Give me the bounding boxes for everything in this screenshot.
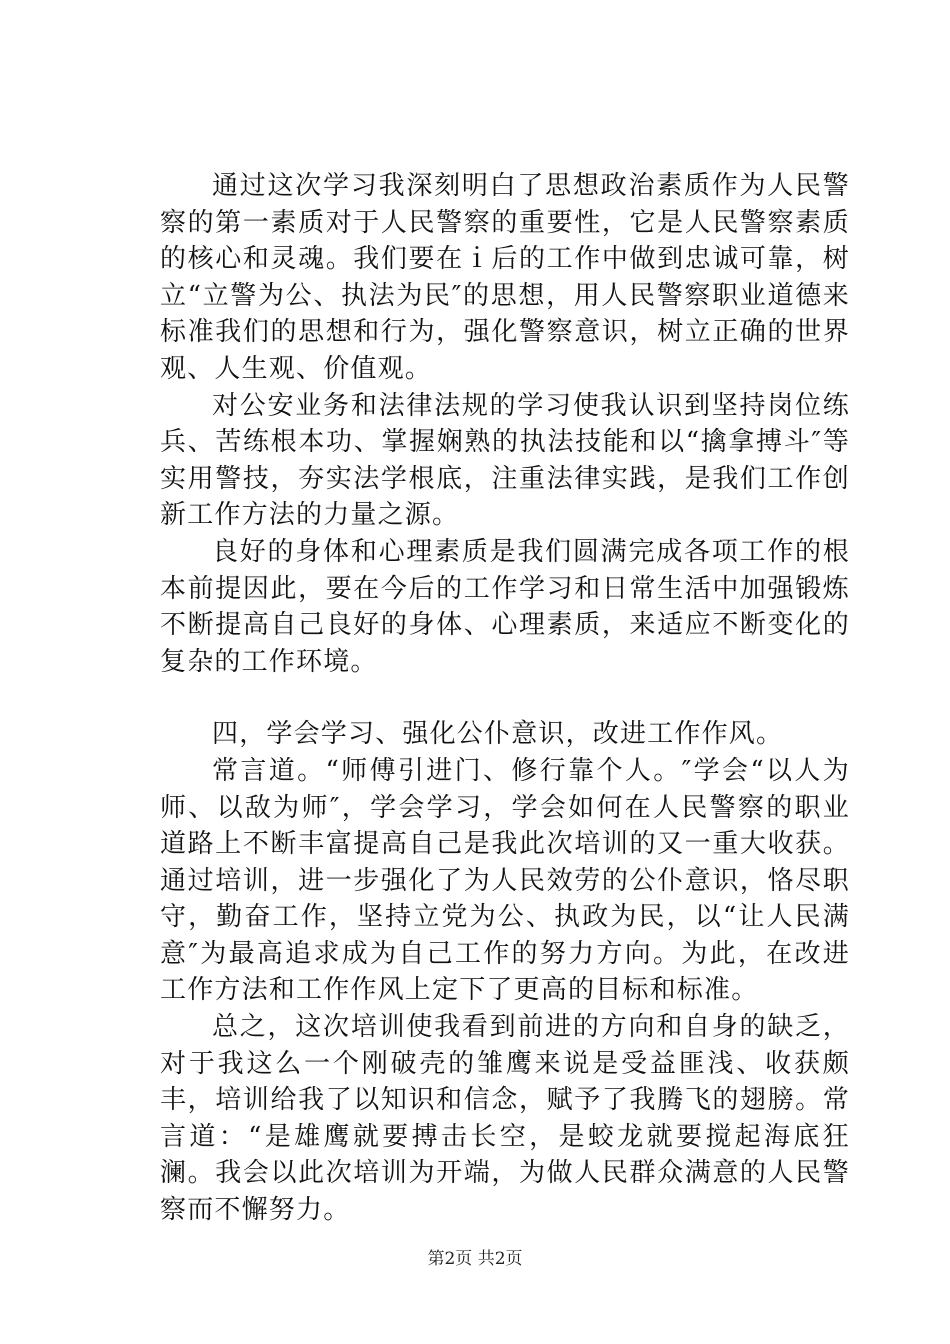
document-body: [160, 168, 850, 1229]
paragraph-physical-quality: 良好的身体和心理素质是我们圆满完成各项工作的根本前提因此，要在今后的工作学习和日常生活中加强锻炼不断提高自己良好的身体、心理素质，来适应不断变化的复杂的工作环境。: [160, 536, 850, 677]
page-number-footer: 第2页 共2页: [427, 1249, 523, 1269]
paragraph-learning: 常言道。“师傅引进门、修行靠个人。″学会“以人为师、以敌为师″，学会学习，学会如何在人民警察的职业道路上不断丰富提高自己是我此次培训的又一重大收获。通过培训，进一步强化了为人民效劳的公仆意识，恪尽职守，勤奋工作，坚持立党为公、执政为民，以“让人民满意″为最高追求成为自己工作的努力方向。为此，在改进工作方法和工作作风上定下了更高的目标和标准。: [160, 755, 850, 1006]
paragraph-political-quality: 通过这次学习我深刻明白了思想政治素质作为人民警察的第一素质对于人民警察的重要性，它是人民警察素质的核心和灵魂。我们要在ｉ后的工作中做到忠诚可靠，树立“立警为公、执法为民″的思想，用人民警察职业道德来标准我们的思想和行为，强化警察意识，树立正确的世界观、人生观、价值观。: [160, 171, 850, 384]
paragraph-law-study: 对公安业务和法律法规的学习使我认识到坚持岗位练兵、苦练根本功、掌握娴熟的执法技能和以“擒拿搏斗″等实用警技，夯实法学根底，注重法律实践，是我们工作创新工作方法的力量之源。: [160, 390, 850, 531]
section-heading-four: 四，学会学习、强化公仆意识，改进工作作风。: [212, 719, 784, 750]
paragraph-conclusion: 总之，这次培训使我看到前进的方向和自身的缺乏，对于我这么一个刚破壳的雏鹰来说是受益匪浅、收获颇丰，培训给我了以知识和信念，赋予了我腾飞的翅膀。常言道：“是雄鹰就要搏击长空，是蛟龙就要搅起海底狂澜。我会以此次培训为开端，为做人民群众满意的人民警察而不懈努力。: [160, 1012, 850, 1226]
paragraph-gap: [160, 680, 850, 716]
